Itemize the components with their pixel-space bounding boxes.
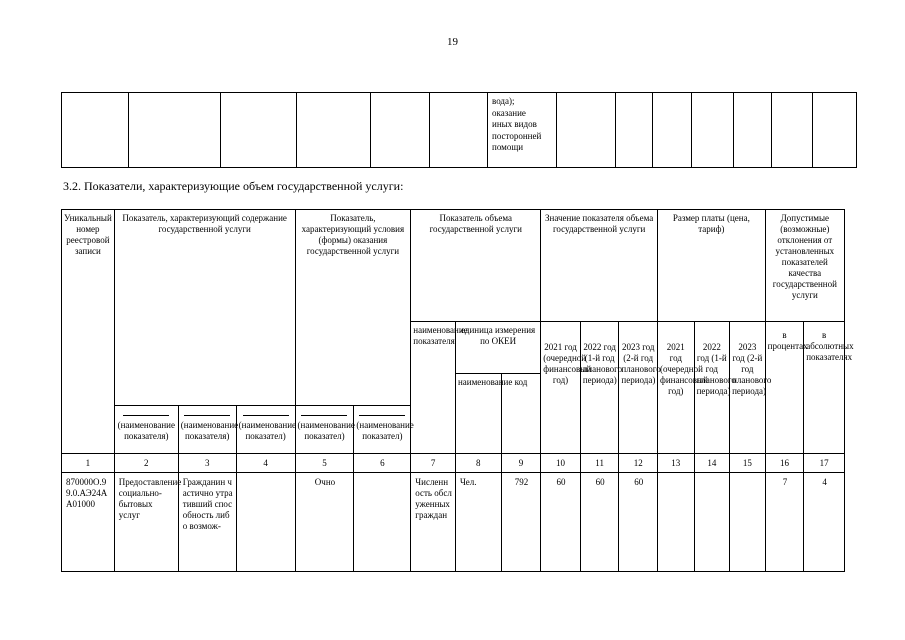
section-title: 3.2. Показатели, характеризующие объем государственной услуги: [63, 179, 404, 193]
header-deviation: Допустимые (возможные) отклонения от установленных показателей качества государственной услуги [765, 210, 844, 322]
table-cell [692, 93, 734, 168]
cell-unique-number: 870000О.99.0.АЭ24АА01000 [62, 473, 115, 572]
column-number: 5 [295, 454, 354, 473]
column-number: 3 [178, 454, 236, 473]
header-fee-2023: 2023 год (2-й год планового периода) [730, 322, 766, 454]
column-number: 2 [114, 454, 178, 473]
column-number: 4 [236, 454, 295, 473]
cell-unit-code: 792 [501, 473, 541, 572]
column-number: 12 [619, 454, 658, 473]
table-row [62, 473, 845, 572]
cell-content-1: Предоставление социально-бытовых услуг [114, 473, 178, 572]
text-line: вода); [492, 96, 515, 106]
header-fee-2021: 2021 год (очередной финансовый год) [658, 322, 695, 454]
underline [359, 415, 405, 416]
header-fee: Размер платы (цена, тариф) [658, 210, 766, 322]
cell-condition-1: Очно [295, 473, 354, 572]
header-okei-name: наименование [455, 374, 501, 454]
header-2022: 2022 год (1-й год планового периода) [580, 322, 619, 454]
table-cell [653, 93, 692, 168]
column-number: 1 [62, 454, 115, 473]
text-line: помощи [492, 142, 524, 152]
header-absolute: в абсолютных показателях [804, 322, 845, 454]
header-percent: в процентах [765, 322, 804, 454]
cell-unit-name: Чел. [455, 473, 501, 572]
column-number: 15 [730, 454, 766, 473]
previous-table-fragment [61, 92, 857, 168]
table-cell [772, 93, 813, 168]
table-cell [297, 93, 371, 168]
cell-fee-2021 [658, 473, 695, 572]
underline [243, 415, 289, 416]
cell-value-2021: 60 [541, 473, 581, 572]
cell-fee-2023 [730, 473, 766, 572]
table-cell [430, 93, 488, 168]
header-volume-indicator: Показатель объема государственной услуги [411, 210, 541, 322]
column-number: 16 [765, 454, 804, 473]
table-cell [813, 93, 857, 168]
table-cell [616, 93, 653, 168]
column-number: 6 [354, 454, 411, 473]
cell-deviation-absolute: 4 [804, 473, 845, 572]
table-cell [129, 93, 221, 168]
table-cell [62, 93, 129, 168]
column-number: 10 [541, 454, 581, 473]
underline [301, 415, 347, 416]
column-number: 13 [658, 454, 695, 473]
header-2021: 2021 год (очередной финансовый год) [541, 322, 581, 454]
header-condition-indicator: Показатель, характеризующий условия (формы) оказания государственной услуги [295, 210, 411, 406]
header-okei-code: код [501, 374, 541, 454]
text-line: иных видов [492, 119, 537, 129]
underline [123, 415, 169, 416]
header-okei-unit: единица измерения по ОКЕИ [455, 322, 540, 374]
cell-content-3 [236, 473, 295, 572]
column-number: 8 [455, 454, 501, 473]
cell-value-2022: 60 [580, 473, 619, 572]
column-number: 7 [411, 454, 456, 473]
text-line: посторонней [492, 130, 542, 141]
cell-fee-2022 [694, 473, 730, 572]
volume-indicators-table [61, 209, 854, 572]
header-volume-value: Значение показателя объема государственной услуги [541, 210, 658, 322]
table-cell [371, 93, 430, 168]
header-indicator-name: наименование показателя [411, 322, 456, 454]
subheader-name-3: (наименование показател) [236, 406, 295, 454]
table-cell [221, 93, 297, 168]
cell-indicator-name: Численность обслуженных граждан [411, 473, 456, 572]
subheader-name-4: (наименование показател) [295, 406, 354, 454]
header-content-indicator: Показатель, характеризующий содержание государственной услуги [114, 210, 295, 406]
column-number: 14 [694, 454, 730, 473]
table-cell [557, 93, 616, 168]
subheader-name-1: (наименование показателя) [114, 406, 178, 454]
subheader-name-2: (наименование показателя) [178, 406, 236, 454]
text-line: оказание [492, 107, 526, 118]
header-fee-2022: 2022 год (1-й год планового периода) [694, 322, 730, 454]
header-2023: 2023 год (2-й год планового периода) [619, 322, 658, 454]
page-number: 19 [447, 36, 458, 48]
cell-deviation-percent: 7 [765, 473, 804, 572]
cell-value-2023: 60 [619, 473, 658, 572]
underline [184, 415, 230, 416]
column-number: 9 [501, 454, 541, 473]
cell-condition-2 [354, 473, 411, 572]
table-cell [734, 93, 772, 168]
header-unique-number: Уникальный номер реестровой записи [62, 210, 115, 454]
column-number: 11 [580, 454, 619, 473]
subheader-name-5: (наименование показател) [354, 406, 411, 454]
continued-text-cell [488, 93, 557, 168]
column-number: 17 [804, 454, 845, 473]
cell-content-2: Гражданин частично утративший способность либо возмож- [178, 473, 236, 572]
column-number-row [62, 454, 845, 473]
